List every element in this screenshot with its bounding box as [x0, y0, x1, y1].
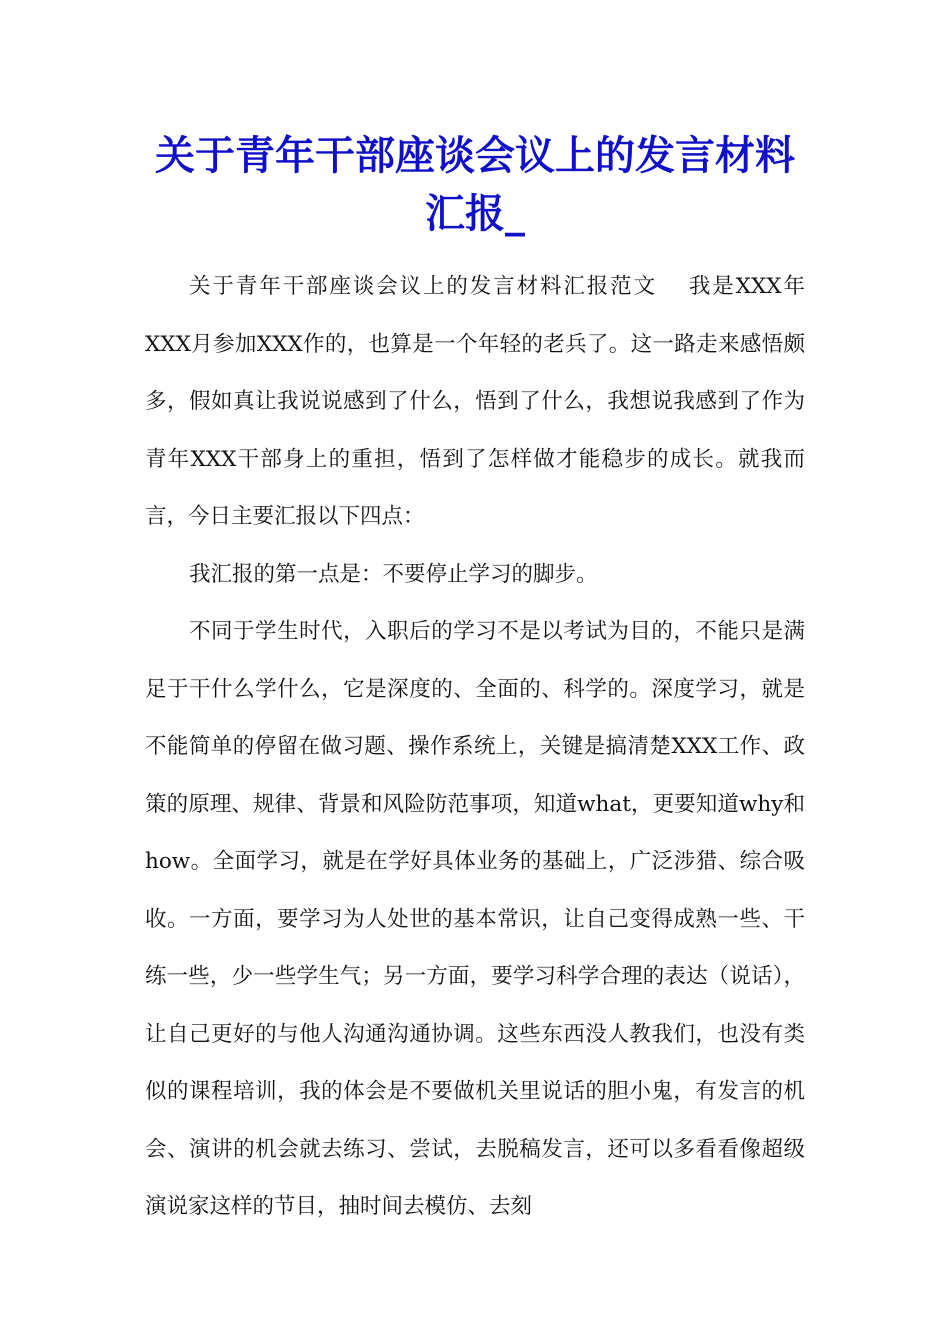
point-one-heading: 我汇报的第一点是：不要停止学习的脚步。: [189, 561, 598, 587]
document-title: 关于青年干部座谈会议上的发言材料汇报_: [155, 132, 795, 237]
intro-lead: 关于青年干部座谈会议上的发言材料汇报范文: [189, 274, 657, 299]
document-body: [145, 258, 805, 1236]
point-one-paragraph: 不同于学生时代，入职后的学习不是以考试为目的，不能只是满足于干什么学什么，它是深度的、全面的、科学的。深度学习，就是不能简单的停留在做习题、操作系统上，关键是搞清楚XXX工作、政策的原理、规律、背景和风险防范事项，知道what，更要知道why和how。全面学习，就是在学好具体业务的基础上，广泛涉猎、综合吸收。一方面，要学习为人处世的基本常识，让自己变得成熟一些、干练一些，少一些学生气；另一方面，要学习科学合理的表达（说话），让自己更好的与他人沟通沟通协调。这些东西没人教我们，也没有类似的课程培训，我的体会是不要做机关里说话的胆小鬼，有发言的机会、演讲的机会就去练习、尝试，去脱稿发言，还可以多看看像超级演说家这样的节目，抽时间去模仿、去刻: [145, 619, 805, 1219]
intro-text: 我是XXX年XXX月参加XXX作的，也算是一个年轻的老兵了。这一路走来感悟颇多，假如真让我说说感到了什么，悟到了什么，我想说我感到了作为青年XXX干部身上的重担，悟到了怎样做才能稳步的成长。就我而言，今日主要汇报以下四点：: [145, 274, 805, 529]
intro-paragraph: [145, 258, 805, 546]
